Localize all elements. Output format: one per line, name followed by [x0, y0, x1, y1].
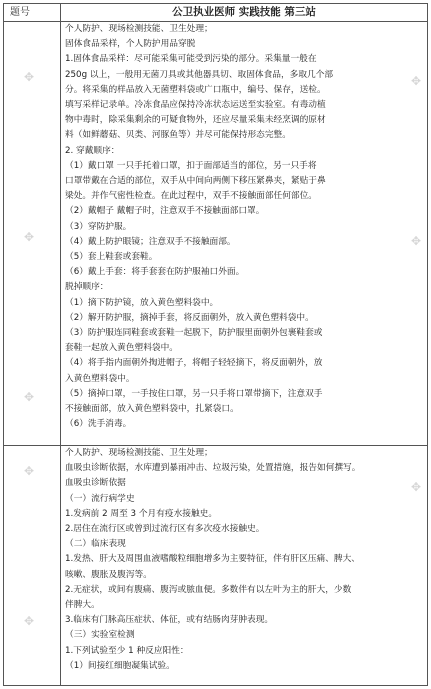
- text-line: 填写采样记录单。冷冻食品应保持冷冻状态运送至实验室。有毒动植: [65, 100, 326, 111]
- text-line: 1.下列试验至少 1 种反应阳性：: [65, 645, 189, 656]
- text-line: 分。将采集的样品放入无菌塑料袋或广口瓶中，编号、保存，送检。: [65, 84, 326, 95]
- text-line: 固体食品采样，个人防护用品穿脱: [65, 39, 196, 50]
- header-row: [4, 4, 427, 22]
- answer-text-2: [65, 446, 424, 686]
- text-line: （6）戴上手套：将手套套在防护服袖口外面。: [65, 267, 245, 278]
- text-line: （3）穿防护服。: [65, 221, 132, 232]
- text-line: （1）戴口罩 一只手托着口罩，扣于面部适当的部位，另一只手将: [65, 160, 317, 171]
- text-line: 2.无症状，或间有腹痛、腹泻或脓血便。多数伴有以左叶为主的肝大，少数: [65, 584, 352, 595]
- text-line: （4）将手指内面朝外掏进帽子，将帽子轻轻摘下，将反面朝外，放: [65, 358, 323, 369]
- number-column: [4, 22, 61, 445]
- text-line: 个人防护、现场检测技能、卫生处理；: [65, 24, 213, 34]
- text-line: 血吸虫诊断依据: [65, 478, 126, 489]
- text-line: 250g 以上，一般用无菌刀具或其他器具切、取固体食品，多取几个部: [65, 69, 334, 80]
- answer-row-2: [4, 446, 427, 686]
- text-line: （4）戴上防护眼镜；注意双手不接触面部。: [65, 236, 236, 247]
- text-line: （1）摘下防护镜，放入黄色塑料袋中。: [65, 297, 219, 308]
- answer-row-1: [4, 22, 427, 446]
- text-line: （三）实验室检测: [65, 630, 135, 641]
- watermark-icon: ✥: [410, 480, 421, 494]
- watermark-icon: ✥: [23, 230, 35, 244]
- text-line: （二）临床表现: [65, 539, 126, 550]
- page-title: 公卫执业医师 实践技能 第三站: [172, 6, 316, 18]
- watermark-icon: ✥: [23, 464, 35, 478]
- text-line: 伴脾大。: [65, 600, 100, 611]
- text-line: （6）洗手消毒。: [65, 419, 132, 430]
- question-number-label: 题号: [4, 4, 61, 21]
- text-line: 血吸虫诊断依据，水库遭到暴雨冲击、垃圾污染，处置措施，报告如何撰写。: [65, 463, 361, 474]
- text-line: 3.临床有门脉高压症状、体征，或有结肠肉芽肿表现。: [65, 615, 274, 626]
- text-line: （5）摘掉口罩，一手按住口罩，另一只手将口罩带摘下，注意双手: [65, 388, 323, 399]
- text-line: 口罩带戴在合适的部位，双手从中间向两侧下移压紧鼻夹，紧贴于鼻: [65, 176, 326, 187]
- number-column: [4, 446, 61, 686]
- text-line: 个人防护、现场检测技能、卫生处理；: [65, 448, 213, 458]
- document-sheet: [3, 3, 428, 686]
- watermark-icon: ✥: [23, 614, 35, 628]
- text-line: 1.发病前 2 周至 3 个月有疫水接触史。: [65, 508, 218, 519]
- text-line: （3）防护服连同鞋套或套鞋一起脱下，防护服里面朝外包裹鞋套或: [65, 328, 323, 339]
- watermark-icon: ✥: [23, 390, 35, 404]
- watermark-icon: ✥: [410, 234, 421, 248]
- text-line: 脱掉顺序：: [65, 282, 109, 293]
- watermark-icon: ✥: [23, 70, 35, 84]
- text-line: 不接触面部，放入黄色塑料袋中，扎紧袋口。: [65, 404, 239, 415]
- text-line: 料（如鲜蘑菇、贝类、河豚鱼等）并尽可能保持形态完整。: [65, 130, 291, 141]
- text-line: （1）间接红细胞凝集试验。: [65, 660, 175, 671]
- text-line: 物中毒时，除采集剩余的可疑食物外，还应尽量采集未经烹调的原材: [65, 115, 326, 126]
- answer-text-1: [65, 22, 424, 445]
- text-line: 1.固体食品采样：尽可能采集可能受到污染的部分。采集量一般在: [65, 54, 317, 65]
- text-line: （5）套上鞋套或套鞋。: [65, 252, 158, 263]
- text-line: （2）戴帽子 戴帽子时，注意双手不接触面部口罩。: [65, 206, 265, 217]
- text-line: 入黄色塑料袋中。: [65, 373, 135, 384]
- text-line: （2）解开防护服，摘掉手套，将反面朝外，放入黄色塑料袋中。: [65, 312, 314, 323]
- text-line: 2. 穿戴顺序：: [65, 145, 120, 156]
- watermark-icon: ✥: [410, 74, 421, 88]
- text-line: （一）流行病学史: [65, 493, 135, 504]
- text-line: 套鞋一起放入黄色塑料袋中。: [65, 343, 178, 354]
- text-line: 梁处。并作气密性检查。在此过程中，双手不接触面部任何部位。: [65, 191, 317, 202]
- text-line: 咳嗽、腹胀及腹泻等。: [65, 569, 152, 580]
- text-line: 2.居住在流行区或曾到过流行区有多次疫水接触史。: [65, 524, 265, 535]
- text-line: 1.发热、肝大及周围血液嗜酸粒细胞增多为主要特征，伴有肝区压痛、脾大、: [65, 554, 360, 565]
